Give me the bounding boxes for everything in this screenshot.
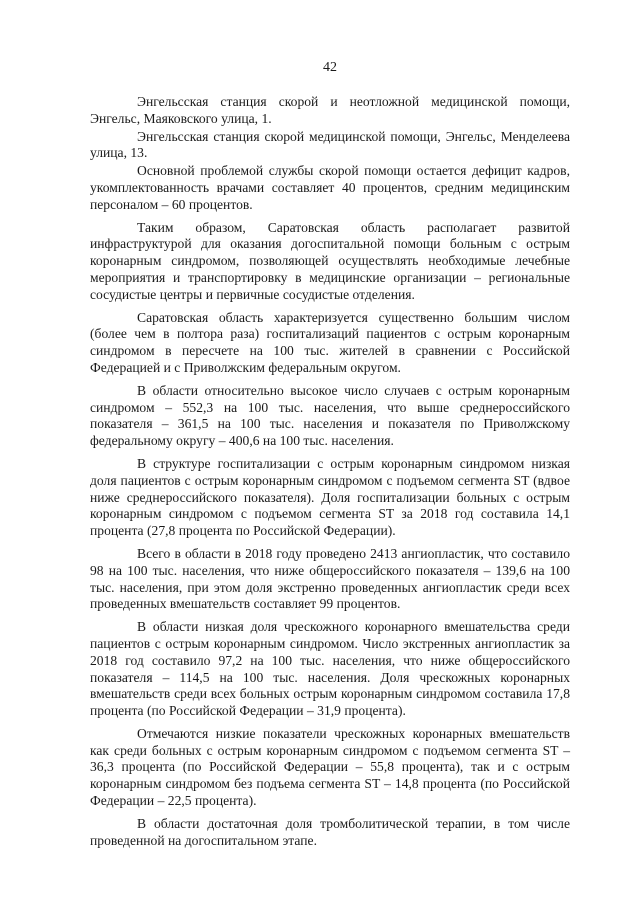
paragraph-9: В области низкая доля чрескожного коронарного вмешательства среди пациентов с острым коронарным синдромом. Число экстренных ангиопластик за 2018 год составило 97,2 на 100 тыс. населения, что ниже общероссийского показателя – 114,5 на 100 тыс. населения. Доля чрескожных коронарных вмешательств среди всех больных острым коронарным синдромом составила 17,8 процента (по Российской Федерации – 31,9 процента). bbox=[90, 619, 570, 719]
paragraph-8: Всего в области в 2018 году проведено 2413 ангиопластик, что составило 98 на 100 тыс. населения, что ниже общероссийского показателя – 139,6 на 100 тыс. населения, при этом доля экстренно проведенных ангиопластик среди всех проведенных вмешательств составляет 99 процентов. bbox=[90, 545, 570, 612]
paragraph-1: Энгельсская станция скорой и неотложной медицинской помощи, Энгельс, Маяковского улица, 1. bbox=[90, 94, 570, 126]
paragraph-6: В области относительно высокое число случаев с острым коронарным синдромом – 552,3 на 100 тыс. населения, что выше среднероссийского показателя – 361,5 на 100 тыс. населения и показателя по Приволжскому федеральному округу – 400,6 на 100 тыс. населения. bbox=[90, 382, 570, 449]
page-number: 42 bbox=[323, 60, 337, 75]
paragraph-10: Отмечаются низкие показатели чрескожных коронарных вмешательств как среди больных с острым коронарным синдромом с подъемом сегмента ST – 36,3 процента (по Российской Федерации – 55,8 процента), так и с острым коронарным синдромом без подъема сегмента ST – 14,8 процента (по Российской Федерации – 22,5 процента). bbox=[90, 725, 570, 809]
document-page bbox=[90, 60, 570, 853]
paragraph-2: Энгельсская станция скорой медицинской помощи, Энгельс, Менделеева улица, 13. bbox=[90, 128, 570, 161]
paragraph-5: Саратовская область характеризуется существенно большим числом (более чем в полтора раза) госпитализаций пациентов с острым коронарным синдромом в пересчете на 100 тыс. жителей в сравнении с Российской Федерацией и с Приволжским федеральным округом. bbox=[90, 309, 570, 375]
paragraph-3: Основной проблемой службы скорой помощи остается дефицит кадров, укомплектованность врачами составляет 40 процентов, средним медицинским персоналом – 60 процентов. bbox=[90, 163, 570, 212]
paragraph-7: В структуре госпитализации с острым коронарным синдромом низкая доля пациентов с острым коронарным синдромом с подъемом сегмента ST (вдвое ниже среднероссийского показателя). Доля госпитализации больных с острым коронарным синдромом с подъемом сегмента ST за 2018 год составила 14,1 процента (27,8 процента по Российской Федерации). bbox=[90, 455, 570, 539]
paragraph-4: Таким образом, Саратовская область располагает развитой инфраструктурой для оказания догоспитальной помощи больным с острым коронарным синдромом, позволяющей осуществлять необходимые лечебные мероприятия и транспортировку в медицинские организации – региональные сосудистые центры и первичные сосудистые отделения. bbox=[90, 219, 570, 302]
paragraph-11: В области достаточная доля тромболитической терапии, в том числе проведенной на догоспитальном этапе. bbox=[90, 815, 570, 848]
